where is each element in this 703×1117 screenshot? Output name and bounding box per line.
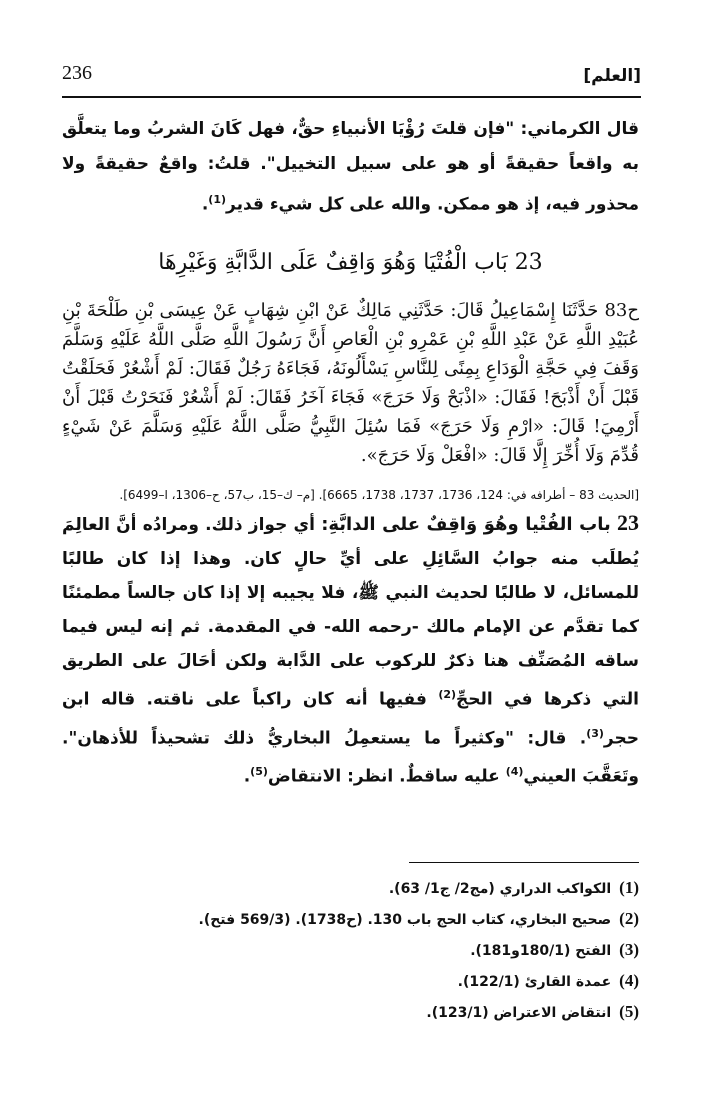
footnote-item: [79, 872, 639, 903]
chapter-number: 23: [514, 250, 543, 275]
commentary-paragraph: [62, 506, 639, 794]
footnote-item: [79, 903, 639, 934]
footnote-number: (3): [619, 940, 639, 959]
intro-line-1: قال الكرماني: "فإن قلتَ رُؤْيَا الأنبياءِ حقٌّ، فهل كَانَ الشربُ وما يتعلَّق به واقعاً: [62, 119, 639, 174]
footnote-text: انتقاض الاعتراض (123/1).: [426, 1005, 612, 1021]
footnote-number: (4): [619, 971, 639, 990]
intro-paragraph: قال الكرماني: "فإن قلتَ رُؤْيَا الأنبياءِ حقٌّ، فهل كَانَ الشربُ وما يتعلَّق به واقعاً حقيقةً أو هو على سبيل التخييل". قلتُ: واقعٌ حقيقةً ولا محذور فيه، إذ هو ممكن. والله على كل شيء قدير$^{(1)}$.: [62, 119, 639, 215]
hadith-text: [62, 296, 639, 470]
commentary-text-4: عليه ساقطٌ. انظر: الانتقاض: [267, 766, 506, 787]
footnote-separator: [409, 862, 639, 863]
footnote-number: (1): [619, 878, 639, 897]
commentary-text-1: أي جواز ذلك. ومرادُه أنَّ العالِمَ يُطلَب منه جوابُ السَّائِلِ على أيِّ حالٍ كان. وهذا إذا كان طالبًا للمسائل، لا طالبًا لحديث النبي ﷺ، فلا يجيبه إلا إذا كان جالساً مطمئنًا كما تقدَّم عن الإمام مالك -رحمه الله- في المقدمة. ثم إنه ليس فيما ساقه المُصَنِّف هنا ذكرٌ للركوب على الدَّابة ولكن أحَالَ على الطريق التي ذكرها في الحجِّ: [62, 515, 639, 710]
footnote-text: صحيح البخاري، كتاب الحج باب 130. (ح1738). (569/3 فتح).: [198, 912, 612, 928]
footnote-ref-5[interactable]: (5): [250, 765, 268, 779]
footnote-text: الكواكب الدراري (مج2/ ج1/ 63).: [388, 881, 612, 897]
commentary-text-3: . قال: "وكثيراً ما يستعمِلُ البخاريُّ ذلك تشحيذاً للأذهان". وتَعَقَّبَ العيني: [62, 728, 639, 787]
footnote-ref-1[interactable]: (1): [208, 193, 227, 206]
running-title: [العلم]: [583, 66, 641, 86]
footnote-text: عمدة القارئ (122/1).: [457, 974, 612, 990]
chapter-heading: [62, 250, 639, 275]
footnote-number: (5): [619, 1002, 639, 1021]
commentary-text-5: .: [243, 766, 251, 787]
footnote-text: الفتح (180/1و181).: [470, 943, 612, 959]
commentary-heading: باب الفُتْيا وهُوَ وَاقِفٌ على الدابَّةِ:: [321, 514, 611, 535]
footnote-item: [79, 965, 639, 996]
footnote-number: (2): [619, 909, 639, 928]
intro-line-3: والله على كل شيء قدير: [226, 194, 432, 215]
intro-line-2: حقيقةً أو هو على سبيل التخييل". قلتُ: واقعٌ حقيقةً ولا محذور فيه، إذ هو ممكن.: [62, 154, 639, 215]
footnote-ref-3[interactable]: (3): [586, 726, 604, 740]
page-header: [62, 58, 641, 98]
hadith-body: حَدَّثَنَا إِسْمَاعِيلُ قَالَ: حَدَّثَنِي مَالِكٌ عَنْ ابْنِ شِهَابٍ عَنْ عِيسَى بْنِ طَلْحَةَ بْنِ عُبَيْدِ اللَّهِ عَنْ عَبْدِ اللَّهِ بْنِ عَمْرِو بْنِ الْعَاصِ أَنَّ رَسُولَ اللَّهِ صَلَّى اللَّهُ عَلَيْهِ وَسَلَّمَ وَقَفَ فِي حَجَّةِ الْوَدَاعِ بِمِنًى لِلنَّاسِ يَسْأَلُونَهُ، فَجَاءَهُ رَجُلٌ فَقَالَ: لَمْ أَشْعُرْ فَحَلَقْتُ قَبْلَ أَنْ أَذْبَحَ! فَقَالَ: «اذْبَحْ وَلَا حَرَجَ» فَجَاءَ آخَرُ فَقَالَ: لَمْ أَشْعُرْ فَنَحَرْتُ قَبْلَ أَنْ أَرْمِيَ! قَالَ: «ارْمِ وَلَا حَرَجَ» فَمَا سُئِلَ النَّبِيُّ صَلَّى اللَّهُ عَلَيْهِ وَسَلَّمَ عَنْ شَيْءٍ قُدِّمَ وَلَا أُخِّرَ إِلَّا قَالَ: «افْعَلْ وَلَا حَرَجَ».: [62, 300, 639, 466]
commentary-chapter-number: 23: [617, 510, 639, 535]
footnote-item: [79, 934, 639, 965]
footnote-item: [79, 996, 639, 1027]
commentary-text-2: ففيها أنه كان راكباً على ناقته. قاله ابن حجر: [62, 689, 639, 749]
hadith-number: ح83: [604, 300, 639, 321]
hadith-reference: [الحديث 83 – أطرافه في: 124، 1736، 1737، 1738، 6665]. [م– ك–15، ب57، ح–1306، ا–6499].: [119, 488, 639, 502]
chapter-title: بَاب الْفُتْيَا وَهُوَ وَاقِفٌ عَلَى الدَّابَّةِ وَغَيْرِهَا: [158, 250, 508, 275]
footnote-ref-4[interactable]: (4): [505, 765, 524, 779]
footnote-ref-2[interactable]: (2): [438, 688, 457, 701]
footnotes-list: [79, 872, 639, 1027]
page-number: 236: [62, 62, 92, 84]
